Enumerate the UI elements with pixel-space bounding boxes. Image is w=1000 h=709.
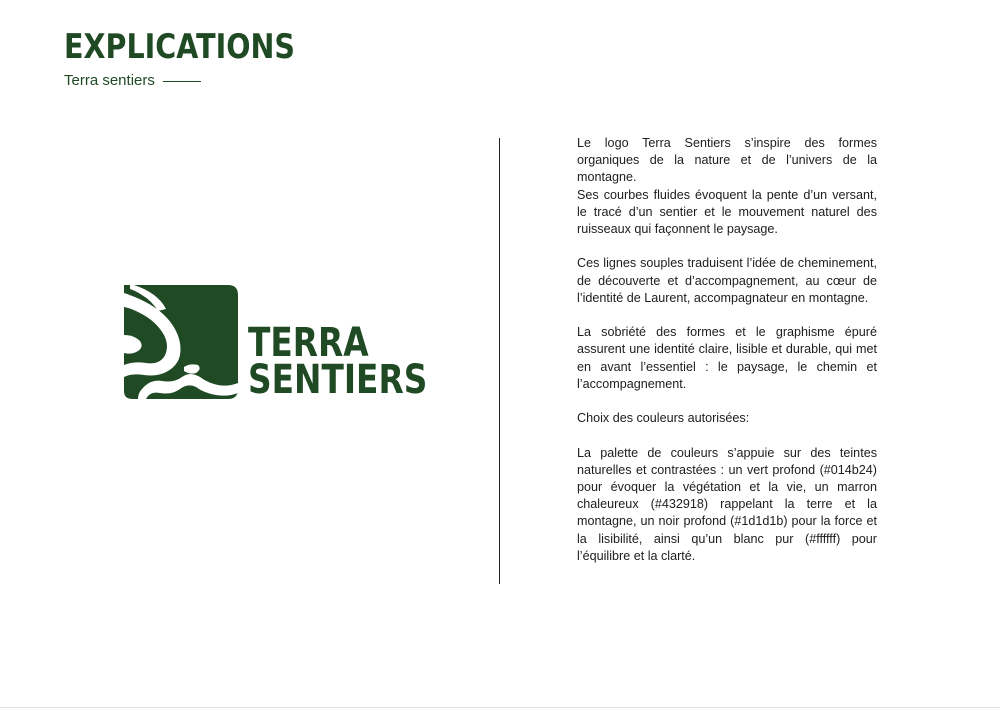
explanation-text	[577, 135, 877, 582]
logo-mark-icon	[124, 285, 238, 399]
vertical-divider	[499, 138, 500, 584]
paragraph-line: Ses courbes fluides évoquent la pente d’un versant, le tracé d’un sentier et le mouvement naturel des ruisseaux qui façonnent le paysage.	[577, 187, 877, 237]
page-title: EXPLICATIONS	[64, 27, 295, 67]
paragraph: Ces lignes souples traduisent l’idée de cheminement, de découverte et d’accompagnement, au cœur de l’identité de Laurent, accompagnateur en montagne.	[577, 256, 877, 305]
page-subtitle	[64, 72, 201, 89]
paragraph: La palette de couleurs s’appuie sur des teintes naturelles et contrastées : un vert profond (#014b24) pour évoquer la végétation et la vie, un marron chaleureux (#432918) rappelant la terre et la montagne, un noir profond (#1d1d1b) pour la force et la lisibilité, ainsi qu’un blanc pur (#ffffff) pour l’équilibre et la clarté.	[577, 445, 877, 563]
page-bottom-border	[0, 707, 1000, 708]
subtitle-text: Terra sentiers	[64, 72, 155, 89]
paragraph	[577, 135, 877, 238]
logo-word-sentiers: SENTIERS	[248, 357, 428, 403]
paragraph-line: Le logo Terra Sentiers s’inspire des formes organiques de la nature et de l’univers de la montagne.	[577, 136, 877, 185]
logo-wordmark	[248, 285, 428, 403]
subtitle-rule	[163, 81, 201, 82]
paragraph: Choix des couleurs autorisées:	[577, 411, 750, 426]
logo-word-terra: TERRA	[248, 320, 369, 366]
terra-sentiers-logo	[124, 285, 428, 403]
paragraph: La sobriété des formes et le graphisme épuré assurent une identité claire, lisible et durable, qui met en avant l’essentiel : le paysage, le chemin et l’accompagnement.	[577, 325, 877, 391]
